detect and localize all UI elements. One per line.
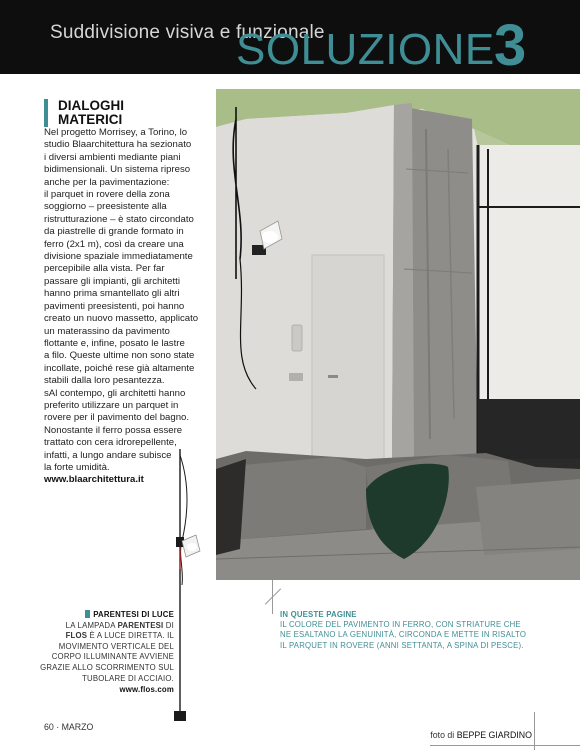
body-line: rovere per il pavimento del bagno. bbox=[44, 412, 190, 424]
architect-website-link[interactable]: www.blaarchitettura.it bbox=[44, 474, 144, 486]
body-line: la forte umidità. bbox=[44, 461, 110, 473]
caption-divider-diagonal bbox=[265, 588, 281, 604]
body-line: passare gli impianti, gli architetti bbox=[44, 275, 180, 287]
page-header bbox=[0, 0, 580, 74]
caption-text: DI bbox=[163, 620, 174, 630]
photo-caption-line: IL COLORE DEL PAVIMENTO IN FERRO, CON STRIATURE CHE bbox=[280, 620, 521, 630]
photo-caption-line: IL PARQUET IN ROVERE (ANNI SETTANTA, A SPINA DI PESCE). bbox=[280, 640, 524, 650]
body-line: stabili dalla loro pesantezza. bbox=[44, 375, 165, 387]
footer-rule bbox=[430, 745, 580, 746]
lamp-caption-line bbox=[14, 621, 174, 632]
interior-photo bbox=[216, 89, 580, 580]
intercom-icon bbox=[292, 325, 302, 351]
section-number: 3 bbox=[494, 13, 527, 74]
lamp-caption-line: CORPO ILLUMINANTE AVVIENE bbox=[51, 652, 174, 662]
body-line: studio Blaarchitettura ha sezionato bbox=[44, 139, 192, 151]
photo-caption-title: IN QUESTE PAGINE bbox=[280, 610, 357, 619]
lamp-caption-title-row bbox=[14, 610, 174, 621]
lamp-caption-line: TUBOLARE DI ACCIAIO. bbox=[82, 673, 174, 683]
body-line: divisione spaziale immediatamente bbox=[44, 251, 193, 263]
body-line: sAl contempo, gli architetti hanno bbox=[44, 387, 186, 399]
body-line: Nonostante il ferro possa essere bbox=[44, 424, 183, 436]
header-subtitle: Suddivisione visiva e funzionale bbox=[50, 22, 325, 43]
section-title: SOLUZIONE bbox=[236, 25, 495, 74]
lamp-caption-line: GRAZIE ALLO SCORRIMENTO SUL bbox=[40, 662, 174, 672]
body-line: preferito utilizzare un parquet in bbox=[44, 399, 179, 411]
caption-marker bbox=[85, 610, 90, 618]
lamp-caption bbox=[14, 610, 174, 696]
flos-website-link[interactable]: www.flos.com bbox=[119, 685, 174, 695]
page-number: 60 · MARZO bbox=[44, 722, 94, 732]
credit-label: foto di bbox=[430, 730, 457, 740]
door-handle-icon bbox=[328, 375, 338, 378]
body-line: pavimenti preesistenti, poi hanno bbox=[44, 300, 185, 312]
body-line: percepibile alla vista. Per far bbox=[44, 263, 165, 275]
body-line: bidimensionali. Un sistema ripreso bbox=[44, 164, 191, 176]
interior-photo-illustration bbox=[216, 89, 580, 580]
article-title-line: DIALOGHI bbox=[58, 98, 124, 113]
light-switch bbox=[289, 373, 303, 381]
lamp-caption-line: MOVIMENTO VERTICALE DEL bbox=[58, 641, 174, 651]
body-line: Nel progetto Morrisey, a Torino, lo bbox=[44, 127, 188, 138]
body-line: il parquet in rovere della zona bbox=[44, 189, 170, 201]
caption-text: È A LUCE DIRETTA. IL bbox=[87, 631, 174, 641]
lamp-caption-title: PARENTESI DI LUCE bbox=[93, 610, 174, 619]
caption-text: LA LAMPADA bbox=[65, 620, 118, 630]
body-line: un materassino da pavimento bbox=[44, 325, 170, 337]
door bbox=[312, 255, 384, 465]
article-title-line: MATERICI bbox=[58, 112, 123, 127]
product-name: PARENTESI bbox=[117, 620, 164, 630]
body-line: da piastrelle di grande formato in bbox=[44, 226, 184, 238]
body-line: ferro (2x1 m), così da creare una bbox=[44, 238, 184, 250]
body-line: trattato con cera idrorepellente, bbox=[44, 437, 177, 449]
lamp-caption-line bbox=[14, 631, 174, 642]
brand-name: FLOS bbox=[65, 631, 88, 641]
body-line: ristrutturazione – è stato circondato bbox=[44, 213, 194, 225]
body-line: i diversi ambienti mediante piani bbox=[44, 151, 181, 163]
photo-credit bbox=[430, 730, 532, 740]
body-line: anche per la pavimentazione: bbox=[44, 176, 170, 188]
body-line: creato un nuovo massetto, applicato bbox=[44, 313, 199, 325]
photographer-name: BEPPE GIARDINO bbox=[456, 730, 532, 740]
body-line: soggiorno – preesistente alla bbox=[44, 201, 167, 213]
body-line: a filo. Queste ultime non sono state bbox=[44, 350, 195, 362]
photo-caption bbox=[280, 610, 570, 651]
article-title bbox=[44, 99, 228, 127]
body-line: flottante e, infine, posato le lastre bbox=[44, 337, 185, 349]
body-line: hanno prima smantellato gli altri bbox=[44, 288, 180, 300]
body-line: incollate, poiché rese già altamente bbox=[44, 362, 195, 374]
body-line: infatti, a lungo andare subisce bbox=[44, 449, 172, 461]
photo-caption-line: NE ESALTANO LA GENUINITÀ, CIRCONDA E METTE IN RISALTO bbox=[280, 630, 527, 640]
article-body bbox=[44, 127, 216, 487]
